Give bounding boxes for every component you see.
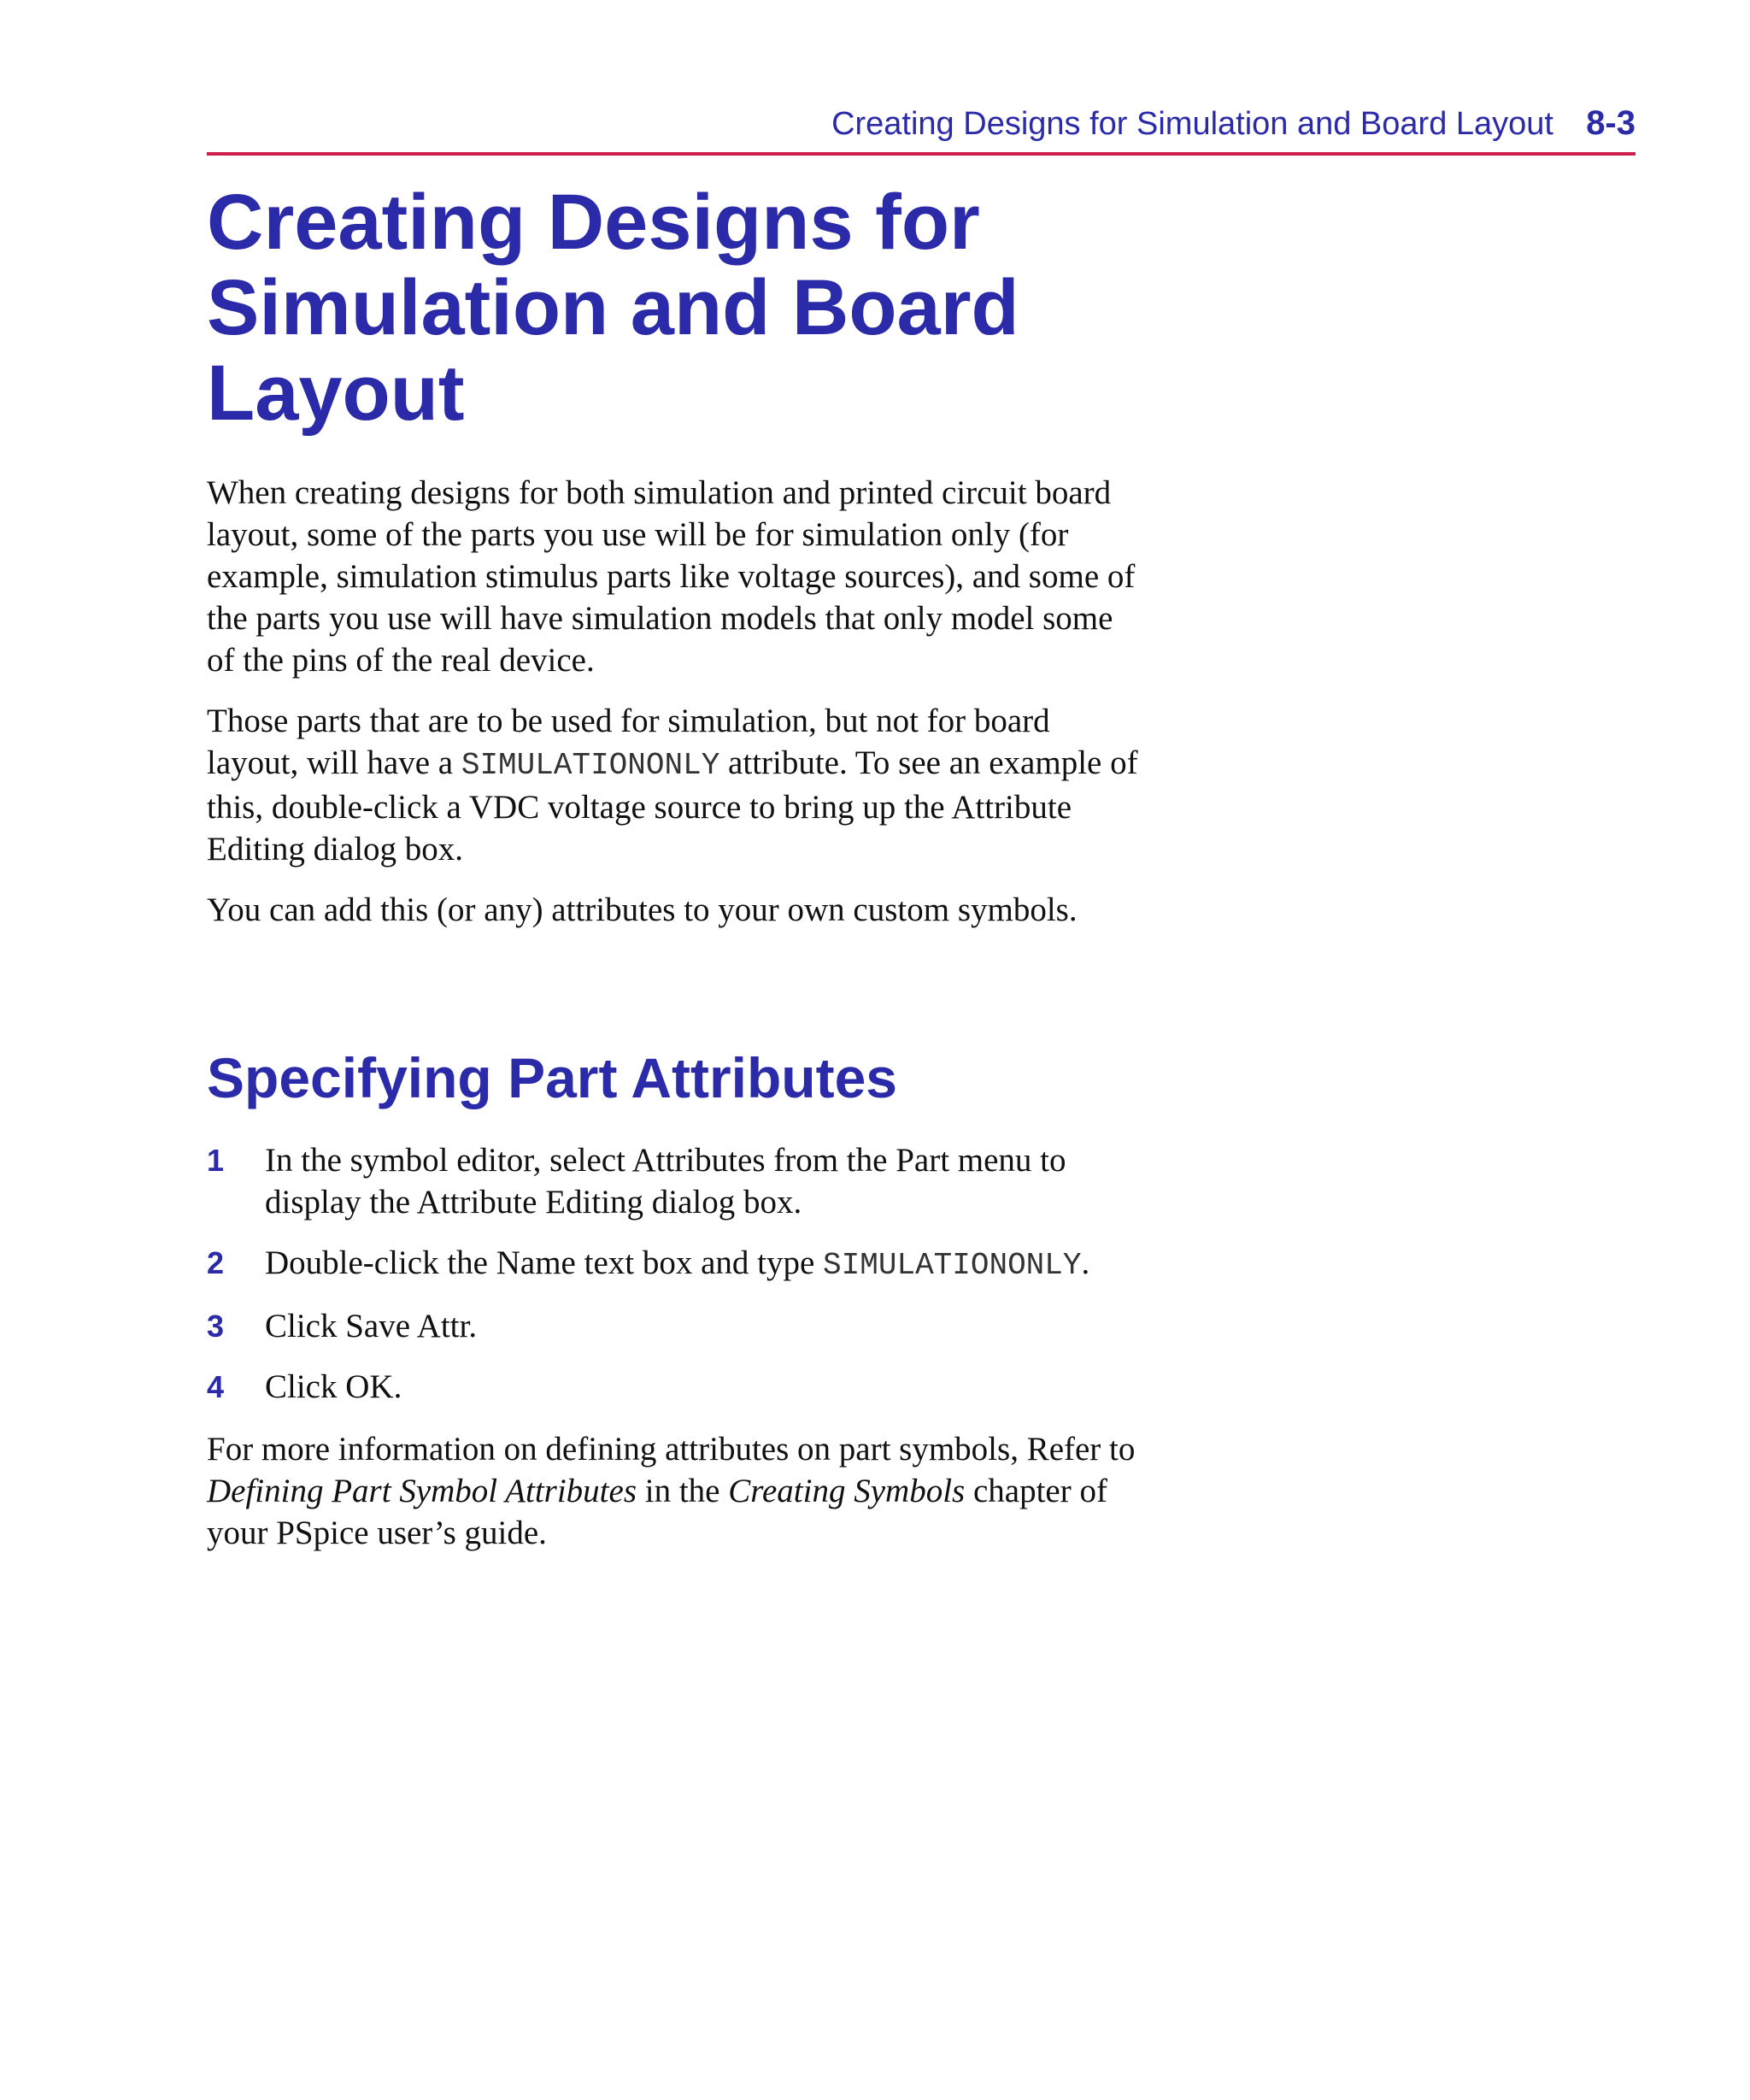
step-text: In the symbol editor, select Attributes from the Part menu to display the Attribute Editing dialog box. (265, 1142, 1066, 1221)
code-text: SIMULATIONONLY (823, 1248, 1082, 1283)
paragraph-text: attribute. To see an example of this, double-click a VDC voltage source to bring up the Attribute Editing dialog box. (207, 744, 1138, 868)
step-number: 3 (207, 1309, 225, 1344)
step-item (207, 1139, 1138, 1223)
paragraph-text: Those parts that are to be used for simulation, but not for board layout, will have a (207, 703, 1050, 781)
step-text: Click OK. (265, 1368, 402, 1405)
running-header-title: Creating Designs for Simulation and Board Layout (831, 106, 1553, 142)
step-number: 4 (207, 1369, 225, 1404)
code-text: SIMULATIONONLY (461, 748, 720, 783)
intro-paragraph: When creating designs for both simulation and printed circuit board layout, some of the parts you use will be for simulation only (for example, simulation stimulus parts like voltage sources), and some of the parts you use will have simulation models that only model some of the pins of the real device. (207, 474, 1136, 679)
step-number: 2 (207, 1245, 225, 1280)
step-item (207, 1366, 1138, 1408)
simulation-only-paragraph (207, 700, 1138, 870)
paragraph-text: in the (637, 1473, 729, 1509)
page-content (207, 179, 1138, 1573)
custom-symbols-paragraph: You can add this (or any) attributes to your own custom symbols. (207, 891, 1078, 928)
step-text: Click Save Attr. (265, 1308, 478, 1344)
step-number: 1 (207, 1143, 225, 1178)
paragraph-text: chapter of your PSpice user’s guide. (207, 1473, 1107, 1551)
section-heading: Specifying Part Attributes (207, 1046, 898, 1109)
page-title: Creating Designs for Simulation and Board Layout (207, 179, 1019, 437)
paragraph-text: For more information on defining attributes on part symbols, Refer to (207, 1431, 1136, 1468)
step-item (207, 1242, 1138, 1286)
step-text: Double-click the Name text box and type (265, 1244, 824, 1281)
page-number: 8-3 (1586, 104, 1635, 142)
cross-reference: Defining Part Symbol Attributes (207, 1473, 637, 1509)
cross-reference: Creating Symbols (728, 1473, 966, 1509)
closing-paragraph (207, 1428, 1138, 1554)
step-item (207, 1305, 1138, 1347)
page-header (207, 104, 1635, 156)
step-text: . (1081, 1244, 1090, 1281)
steps-list (207, 1139, 1138, 1408)
